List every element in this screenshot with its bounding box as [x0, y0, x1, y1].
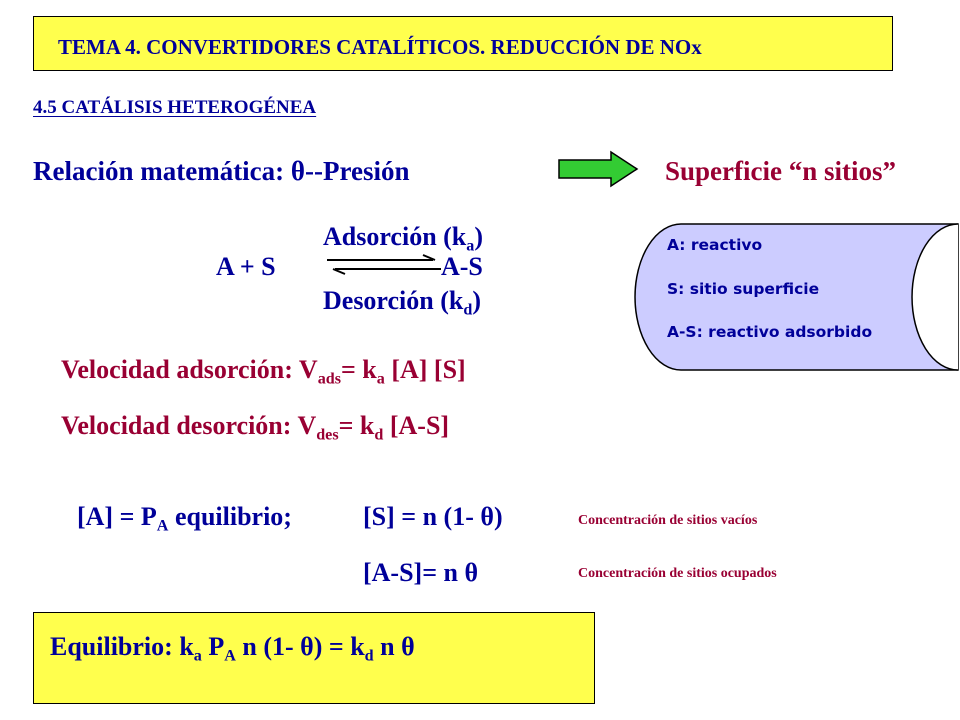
product: A-S	[441, 252, 483, 281]
arrow-right-icon	[557, 150, 641, 188]
surface-label: Superficie “n sitios”	[665, 156, 897, 186]
relation-line	[33, 156, 410, 187]
relation-prefix: Relación matemática:	[33, 156, 291, 186]
a-concentration-equation: $[A] = P_A$ equilibrio;	[77, 502, 292, 535]
vacant-sites-note: Concentración de sitios vacíos	[578, 513, 758, 528]
section-heading: 4.5 CATÁLISIS HETEROGÉNEA	[33, 97, 317, 118]
s-concentration-equation: [S] = n (1- θ)	[363, 502, 503, 531]
occupied-sites-note: Concentración de sitios ocupados	[578, 566, 777, 581]
adsorption-label: Adsorción $(k_a)$	[323, 222, 484, 255]
legend-item-reactant: A: reactivo	[667, 236, 763, 254]
equilibrium-equation: Equilibrio: $k_a$ $P_A$ n (1- $\theta) = k_d$ n θ	[50, 632, 415, 665]
desorption-rate-equation: Velocidad desorción: $V_{des}= k_d$ [A-S]	[61, 411, 450, 444]
reactants: A + S	[216, 252, 276, 281]
adsorption-rate-equation: Velocidad adsorción: $V_{ads}= k_a$ [A] [S]	[61, 355, 466, 388]
legend-item-adsorbed: A-S: reactivo adsorbido	[667, 323, 873, 341]
desorption-label: Desorción $(k_d)$	[323, 286, 481, 319]
as-concentration-equation: [A-S]= n θ	[363, 558, 479, 587]
theta-symbol: θ	[290, 156, 306, 186]
legend-item-site: S: sitio superficie	[667, 280, 820, 298]
equilibrium-arrows-icon	[325, 254, 443, 276]
slide-title: TEMA 4. CONVERTIDORES CATALÍTICOS. REDUCCIÓN DE NOx	[58, 35, 702, 59]
relation-suffix: --Presión	[305, 156, 410, 186]
